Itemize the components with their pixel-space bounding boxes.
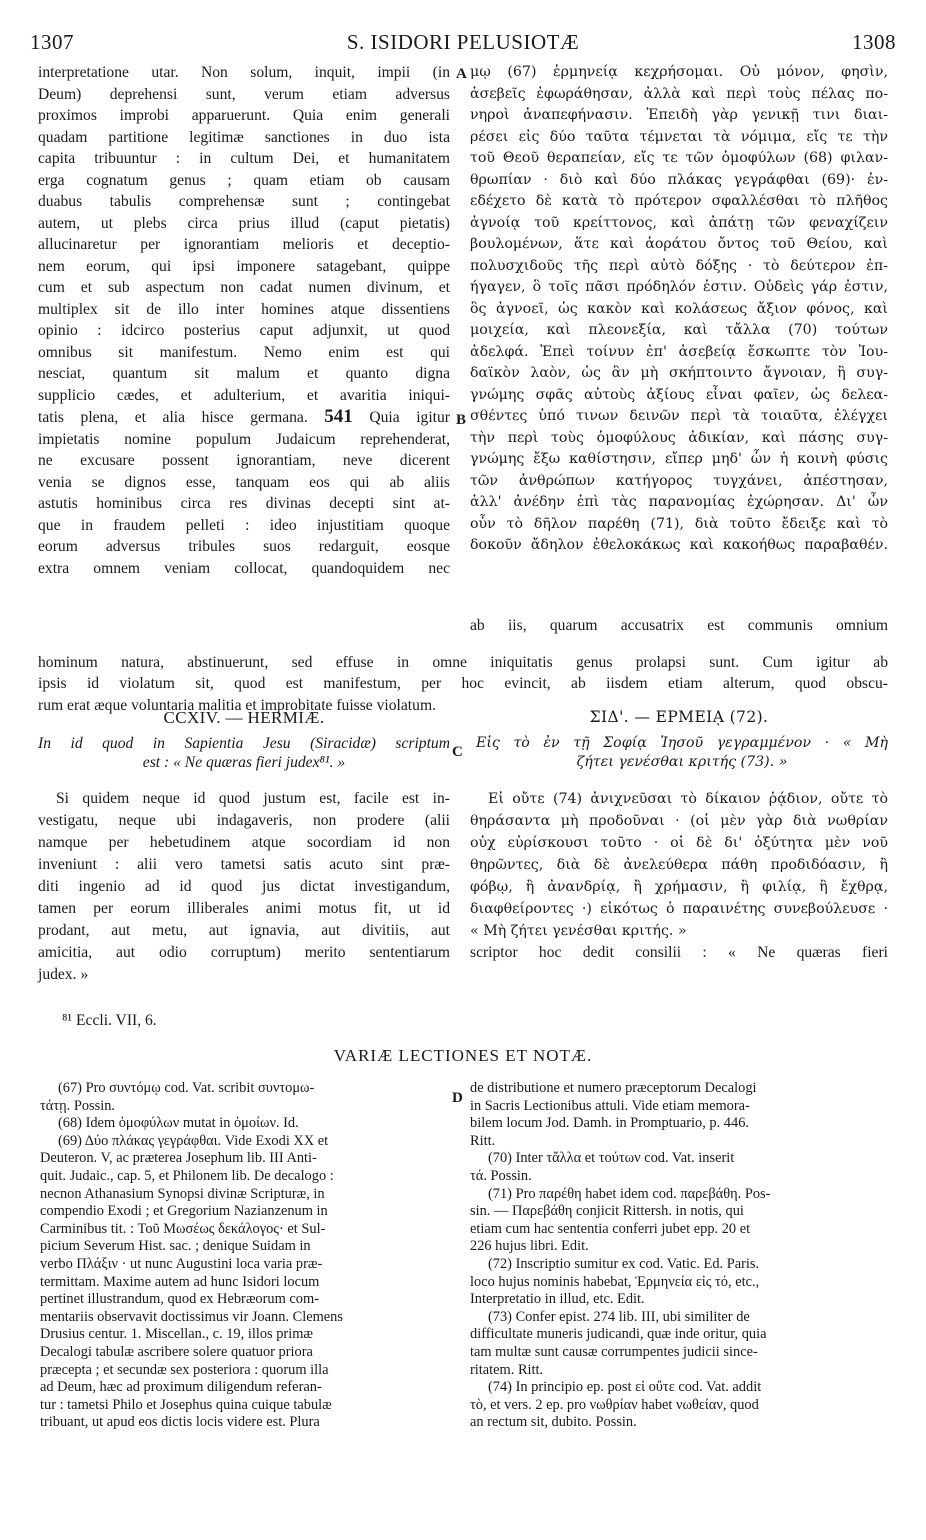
latin-section-title: CCXIV. — HERMIÆ. [163,708,325,727]
note-line: tam multæ sunt causæ corrumpentes judicii since- [470,1343,758,1360]
latin-line-end: Quia igitur [369,409,450,426]
note-line: ad Deum, hæc ad proximum diligendum referan- [40,1379,322,1396]
latin-subtitle-line: est : « Ne quæras fieri judex⁸¹. » [142,754,346,771]
greek-line: πολυσχιδοῦς τῆς περὶ αὐτὸ δόξης · τὸ δεύτερον ἐπ- [470,257,888,274]
latin-line: supplicio cædes, et adulterium, et avaritia iniqui- [38,386,450,404]
greek-letter-body [470,788,888,964]
latin-continuation-line: scriptor hoc dedit consilii : « Ne quæras fieri [470,944,888,961]
greek-body-line: θηρῶντες, διὰ δὲ ἀνελεύθερα πάθη προδιδόασιν, ἢ [470,857,888,873]
note-line: 226 hujus libri. Edit. [470,1238,589,1255]
latin-line: erga cognatum genus ; quam etiam ob causam [38,171,450,189]
note-line: loco hujus nominis habebat, Ἑρμηνεία εἰς τό, etc., [470,1273,760,1290]
note-line: necnon Athanasium Synopsi divinæ Scripturæ, in [40,1185,325,1202]
column-number: 541 [324,406,353,427]
latin-body-line: diti ingenio ad id quod jus dictat investigandum, [38,878,450,895]
greek-line: ὃς ἀγνοεῖ, ὡς κακὸν καὶ κολάσεως ἄξιον φόνος, καὶ [470,300,888,317]
note-line: (71) Pro παρέθη habet idem cod. παρεβάθη. Pos- [488,1185,771,1202]
page-header [30,30,896,60]
note-line: (72) Inscriptio sumitur ex cod. Vatic. Ed. Paris. [488,1255,760,1272]
greek-line: θρωπίαν · διὸ καὶ δύο πλάκας γεγράφθαι (69)· ἐν- [470,171,888,188]
greek-body-line: οὐχ εὑρίσκουσι τοῦτο · οἱ δὲ δι' ὀξύτητα μὲν νοῦ [470,835,888,851]
full-width-paragraph [38,599,888,716]
greek-subtitle-line: Εἰς τὸ ἐν τῇ Σοφίᾳ Ἰησοῦ γεγραμμένον · « Μὴ [476,735,888,751]
greek-line: ἀσεβεῖς ἐφωράθησαν, ἀλλὰ καὶ περὶ τοὺς πέλας πο- [470,85,888,102]
latin-line: eorum adversus tribules suos redarguit, eosque [38,538,450,555]
greek-line: εδέχετο δὲ κατὰ τὸ πρότερον σφαλλέσθαι τὸ πλῆθος [470,193,888,209]
note-line: (67) Pro συντόμῳ cod. Vat. scribit συντομω- [58,1080,315,1096]
note-line: Ritt. [470,1132,496,1149]
note-line: pertinet illustrandum, quod ex Hebræorum com- [40,1291,319,1308]
note-line: τάτῃ. Possin. [40,1097,116,1114]
greek-line: τῶν ἀνθρώπων κατήγορος τυγχάνει, ἀπέστησαν, [470,472,888,489]
greek-line: νηροὶ ἀναπεφήνασιν. Ἐπειδὴ γὰρ γενικῇ τινι διαι- [470,107,888,123]
note-line: Drusius centur. 1. Miscellan., c. 19, illos primæ [40,1326,313,1343]
note-line: (73) Confer epist. 274 lib. III, ubi similiter de [488,1308,750,1325]
note-line: Decalogi tabulæ ascribere solere quatuor priora [40,1343,313,1360]
latin-line: nem eorum, qui ipsi imponere satagebant, quippe [38,257,450,275]
full-line: hominum natura, abstinuerunt, sed effuse in omne iniquitatis genus prolapsi sunt. Cum igitur ab [38,653,888,671]
note-line: (69) Δύο πλάκας γεγράφθαι. Vide Exodi XX et [58,1132,329,1149]
latin-body-line: Si quidem neque id quod justum est, facile est in- [56,790,450,807]
greek-body-line: « Μὴ ζήτει γενέσθαι κριτής. » [470,923,687,939]
latin-line: duabus tabulis comprehensæ sunt ; contingebat [38,193,450,210]
note-line: Interpretatio in illud, etc. Edit. [470,1291,645,1308]
latin-subtitle-line: In id quod in Sapientia Jesu (Siracidæ) scriptum [38,735,450,752]
latin-line: que in fraudem pelleti : ideo injustitiam quoque [38,516,450,534]
margin-letter-d: D [452,1090,463,1106]
note-line: ritatem. Ritt. [470,1361,544,1378]
note-line: termittam. Maxime autem ad hunc Isidori locum [40,1273,320,1290]
note-line: Carminibus tit. : Τοῦ Μωσέως δεκάλογος· et Sul- [40,1220,326,1237]
margin-letter-c: C [452,744,463,760]
latin-line: multiplex sit de illo inter homines atque dissentiens [38,300,450,318]
note-line: compendio Exodi ; et Gregorium Nazianzenum in [40,1203,328,1220]
latin-line: Deum) deprehensi sunt, verum etiam adversus [38,85,450,103]
latin-line: nesciat, quantum sit malum et quanto digna [38,365,450,382]
running-title: S. ISIDORI PELUSIOTÆ [346,30,580,54]
latin-body-line: prodant, aut metu, aut ignavia, aut divitiis, aut [38,922,450,939]
latin-body-line: vestigatu, neque ubi indagaveris, non prodere (alii [38,812,450,829]
greek-body-line: Εἰ οὔτε (74) ἀνιχνεῦσαι τὸ δίκαιον ῥᾴδιον, οὔτε τὸ [488,791,888,807]
latin-body-line: amicitia, aut odio corruptum) merito sententiarum [38,944,450,961]
note-line: picium Severum Hist. sac. ; denique Suidam in [40,1238,311,1255]
greek-line: δοκοῦν ἄδηλον ἐθελοκάκως καὶ κακοήθως παραβαθέν. [470,537,888,553]
latin-line: autem, ut plebs circa prius illud (caput pietatis) [38,214,450,232]
greek-line: δαϊκὸν λαὸν, ὡς ἂν μὴ σκήπτοιντο ἄγνοιαν, ἢ συγ- [470,365,888,381]
note-line: (74) In principio ep. post εἰ οὔτε cod. Vat. addit [488,1379,762,1396]
latin-line: opinio : idcirco posterius caput adjunxit, ut quod [38,322,450,339]
note-line: sin. — Παρεβάθη conjicit Rittersh. in notis, qui [470,1203,744,1220]
note-line: bilem locum Jod. Damh. in Promptuario, p. 446. [470,1115,749,1132]
greek-body-line: φόβῳ, ἢ ἀνανδρίᾳ, ἢ χρήμασιν, ἢ φιλίᾳ, ἢ ἔχθρᾳ, [470,879,888,895]
greek-subtitle-line: ζήτει γενέσθαι κριτής (73). » [576,754,788,770]
latin-line: venia se dignos esse, tanquam eos qui ab aliis [38,473,450,491]
latin-line-with-column-number [38,406,450,429]
greek-subtitle [476,734,888,772]
note-line: verbo Πλάξιν · ut nunc Augustini loca varia præ- [40,1255,323,1272]
notes-heading: VARIÆ LECTIONES ET NOTÆ. [333,1046,593,1065]
latin-line: allucinaretur per ignorantiam melioris et deceptio- [38,236,450,253]
notes-left-column [40,1080,445,1432]
latin-line: astutis hominibus circa res divinas decepti sint at- [38,495,450,512]
scripture-footnote: ⁸¹ Eccli. VII, 6. [62,1012,157,1029]
note-line: mentariis observavit doctissimus vir Joann. Clemens [40,1308,343,1325]
margin-letter-b: B [456,412,467,428]
right-page-number: 1308 [852,30,896,54]
note-line: an rectum sit, dubito. Possin. [470,1414,637,1431]
note-line: tur : tametsi Philo et Josephus quina cuique tabulæ [40,1396,332,1413]
latin-body-line: tamen per eorum illiberales animi motus fit, ut id [38,900,450,917]
latin-line: omnibus sit manifestum. Nemo enim est qui [38,343,450,361]
greek-line: μοιχεία, καὶ πλεονεξία, καὶ τἄλλα (70) τούτων [470,322,888,338]
note-line: de distributione et numero præceptorum Decalogi [470,1080,757,1096]
greek-line: γνώμης σφᾶς αὐτοὺς ἀξίους εἶναι φαῖεν, ὡς δελεα- [470,386,888,403]
margin-letter-a: A [456,66,467,82]
latin-line-start: tatis plena, et alia hisce germana. [38,409,308,426]
greek-line: σθέντες ὑπό τινων δεινῶν περὶ τὰ τοιαῦτα, ἐλέγχει [470,408,888,424]
greek-line: γνώμης ἔξω καθίστησιν, εἴπερ μηδ' ὧν ἡ κοινὴ φύσις [470,451,888,467]
full-line: ipsis id violatum sit, quod est manifestum, per hoc evincit, ab iisdem etiam alterum, quod obscu- [38,675,888,693]
latin-line: cum et sub aspectum non cadat numen divinum, et [38,279,450,296]
full-line: ab iis, quarum accusatrix est communis omnium [470,616,888,634]
latin-letter-body [38,788,450,986]
latin-line: impietatis nomine populum Judaicum reprehenderat, [38,430,450,448]
latin-body-line: inveniunt : alii vero tametsi satis acuto sint præ- [38,856,450,873]
latin-line: proximos improbi apparuerunt. Quia enim generali [38,107,450,124]
left-page-number: 1307 [30,30,74,54]
greek-line: μῳ (67) ἑρμηνείᾳ κεχρήσομαι. Οὐ μόνον, φησὶν, [470,64,888,80]
note-line: quit. Judaic., cap. 5, et Philonem lib. De decalogo : [40,1167,334,1184]
greek-line: ρέσει εἰς δύο ταῦτα τέμνεται τὰ νόμιμα, εἴς τε τὴν [470,128,888,145]
note-line: τὸ, et vers. 2 ep. pro νωθρίαν habet νωθείαν, quod [470,1396,759,1413]
greek-line: ἀγνοίᾳ τοῦ κρείττονος, καὶ ἀπάτῃ τῶν φεναχίζειν [470,214,888,231]
latin-body-line: namque per hebetudinem atque socordiam id non [38,834,450,851]
full-line: rum erat æque voluntaria malitia et improbitate fuisse violatum. [38,696,436,714]
greek-column [470,62,888,557]
note-line: difficultate muneris judicandi, quæ inde oritur, quia [470,1326,767,1343]
latin-line: quadam partitione legitimæ sanctiones in duo ista [38,128,450,146]
greek-line: τὴν περὶ τοὺς ὁμοφύλους ἀδικίαν, καὶ πάσης συγ- [470,429,888,446]
greek-body-line: διαφθείροντες ·) εἰκότως ὁ παραινέτης συνεβούλευσε · [470,901,888,917]
note-line: præcepta ; et secundæ sex posteriora : quorum illa [40,1361,329,1378]
note-line: Deuteron. V, ac præterea Josephum lib. III Anti- [40,1150,317,1167]
latin-line: capita tribuuntur : in cultum Dei, et humanitatem [38,150,450,167]
note-line: τά. Possin. [470,1167,532,1184]
latin-line: ne excusare possent ignorantiam, neve dicerent [38,452,450,469]
greek-line: ἀλλ' ἀνέδην ἐπὶ τὰς παρανομίας ἐχώρησαν. Δι' ὧν [470,494,888,510]
latin-subtitle [38,734,450,772]
greek-line: βουλομένων, ἅτε καὶ ἀοράτου ὄντος τοῦ Θείου, καὶ [470,236,888,252]
note-line: (70) Inter τἄλλα et τούτων cod. Vat. inserit [488,1150,735,1167]
latin-line: interpretatione utar. Non solum, inquit, impii (in [38,64,450,81]
latin-column [38,62,450,579]
note-line: etiam cum hac sententia conferri jubet epp. 20 et [470,1220,751,1237]
greek-line: ήγαγεν, ὃ τοῖς πᾶσι πρόδηλόν ἐστιν. Οὐδεὶς γάρ ἐστιν, [470,279,888,295]
greek-section-title: ΣΙΔ'. — ΕΡΜΕΙᾼ (72). [589,708,769,726]
greek-body-line: θηράσαντα μὴ προδοῦναι · (οἱ μὲν γὰρ διὰ νωθρίαν [470,813,888,829]
note-line: in Sacris Lectionibus attuli. Vide etiam memora- [470,1097,750,1114]
greek-line: ἀδελφά. Ἐπεὶ τοίνυν ἐπ' ἀσεβείᾳ ἔσκωπτε τὸν Ἰου- [470,343,888,360]
latin-line: extra omnem veniam collocat, quandoquidem nec [38,559,450,577]
note-line: (68) Idem ὁμοφύλων mutat in ὁμοίων. Id. [58,1115,299,1132]
latin-body-line: judex. » [38,966,89,983]
notes-right-column [470,1080,888,1432]
greek-line: οὖν τὸ δῆλον παρέθη (71), διὰ τοῦτο ἔδειξε καὶ τὸ [470,515,888,532]
greek-line: τοῦ Θεοῦ θεραπείαν, εἴς τε τῶν ὁμοφύλων (68) φιλαν- [470,150,888,166]
note-line: tribuant, ut apud eos dictis locis videre est. Plura [40,1414,320,1431]
